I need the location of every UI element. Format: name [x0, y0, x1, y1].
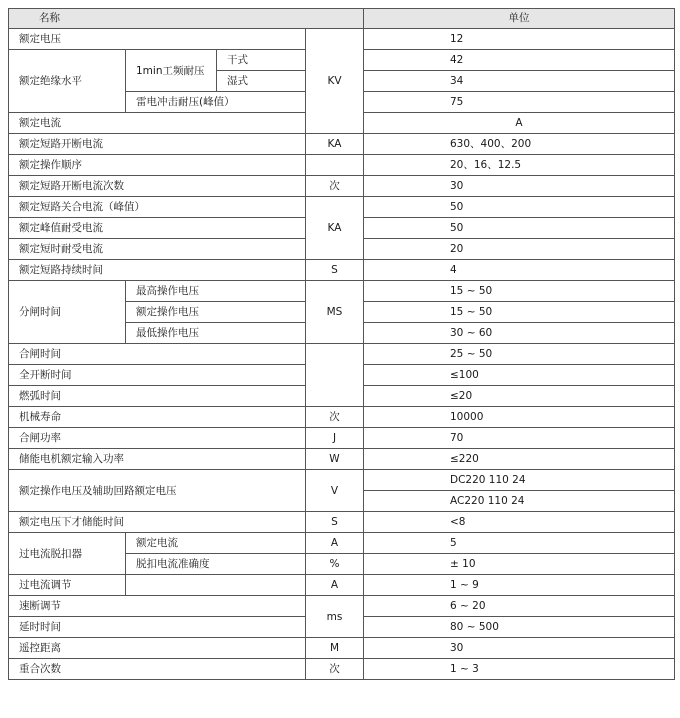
row-value: AC220 110 24 [364, 491, 675, 512]
row-unit: A [306, 533, 364, 554]
row-name: 额定短时耐受电流 [9, 239, 306, 260]
table-row [9, 449, 675, 470]
table-row [9, 575, 675, 596]
row-name: 分闸时间 [9, 281, 126, 344]
table-row [9, 512, 675, 533]
row-name: 全开断时间 [9, 365, 306, 386]
row-name: 额定操作电压及辅助回路额定电压 [9, 470, 306, 512]
row-value: 50 [364, 218, 675, 239]
row-name: 重合次数 [9, 659, 306, 680]
row-unit: KA [306, 197, 364, 260]
table-row [9, 659, 675, 680]
row-unit: KA [306, 134, 364, 155]
row-name: 延时时间 [9, 617, 306, 638]
row-subname: 1min工频耐压 [126, 50, 217, 92]
row-unit: M [306, 638, 364, 659]
table-row [9, 29, 675, 50]
table-row [9, 470, 675, 491]
row-name: 额定短路开断电流次数 [9, 176, 306, 197]
row-value: ± 10 [364, 554, 675, 575]
row-unit: S [306, 512, 364, 533]
table-row [9, 428, 675, 449]
row-value: 50 [364, 197, 675, 218]
row-unit: J [306, 428, 364, 449]
row-unit: S [306, 260, 364, 281]
row-unit: W [306, 449, 364, 470]
row-value: 10000 [364, 407, 675, 428]
row-value: 30 ~ 60 [364, 323, 675, 344]
table-row [9, 281, 675, 302]
table-row [9, 197, 675, 218]
row-value: 12 [364, 29, 675, 50]
row-name: 额定电压下才储能时间 [9, 512, 306, 533]
row-name: 合闸功率 [9, 428, 306, 449]
row-value: ≤100 [364, 365, 675, 386]
row-value: 20 [364, 239, 675, 260]
table-row [9, 260, 675, 281]
table-row [9, 407, 675, 428]
row-unit: KV [306, 29, 364, 134]
row-value: 5 [364, 533, 675, 554]
row-value: 1 ~ 9 [364, 575, 675, 596]
row-subname: 额定操作电压 [126, 302, 306, 323]
row-name: 额定短路持续时间 [9, 260, 306, 281]
row-value: 6 ~ 20 [364, 596, 675, 617]
row-name: 额定短路开断电流 [9, 134, 306, 155]
row-unit [306, 344, 364, 407]
row-name: 遥控距离 [9, 638, 306, 659]
row-name: 燃弧时间 [9, 386, 306, 407]
row-subname: 最高操作电压 [126, 281, 306, 302]
row-unit: A [306, 575, 364, 596]
row-value: 30 [364, 638, 675, 659]
header-name: 名称 [9, 9, 364, 29]
row-unit: 次 [306, 659, 364, 680]
row-subname: 最低操作电压 [126, 323, 306, 344]
table-header-row [9, 9, 675, 29]
row-subname: 干式 [217, 50, 306, 71]
row-subname: 雷电冲击耐压(峰值） [126, 92, 306, 113]
row-value: 80 ~ 500 [364, 617, 675, 638]
row-value: 1 ~ 3 [364, 659, 675, 680]
row-unit: 次 [306, 407, 364, 428]
row-value: 20、16、12.5 [364, 155, 675, 176]
row-value: 34 [364, 71, 675, 92]
row-value: 70 [364, 428, 675, 449]
row-value: DC220 110 24 [364, 470, 675, 491]
row-value: ≤20 [364, 386, 675, 407]
table-row [9, 596, 675, 617]
row-unit: % [306, 554, 364, 575]
row-subname [126, 575, 306, 596]
row-name: 额定操作顺序 [9, 155, 306, 176]
row-unit: ms [306, 596, 364, 638]
row-value: 42 [364, 50, 675, 71]
row-value: ≤220 [364, 449, 675, 470]
row-name: 过电流调节 [9, 575, 126, 596]
row-value: 25 ~ 50 [364, 344, 675, 365]
row-value: 4 [364, 260, 675, 281]
row-name: 合闸时间 [9, 344, 306, 365]
table-row [9, 638, 675, 659]
row-value: 75 [364, 92, 675, 113]
row-value: 30 [364, 176, 675, 197]
spec-table-container [8, 8, 675, 680]
row-unit [306, 155, 364, 176]
row-value: 15 ~ 50 [364, 302, 675, 323]
row-name: 额定绝缘水平 [9, 50, 126, 113]
row-name: 过电流脱扣器 [9, 533, 126, 575]
row-value: 630、400、200 [364, 134, 675, 155]
row-name: 额定短路关合电流（峰值） [9, 197, 306, 218]
row-unit: V [306, 470, 364, 512]
row-unit: A [364, 113, 675, 134]
row-name: 额定峰值耐受电流 [9, 218, 306, 239]
row-subname: 湿式 [217, 71, 306, 92]
row-name: 储能电机额定输入功率 [9, 449, 306, 470]
row-subname: 额定电流 [126, 533, 306, 554]
header-unit: 单位 [364, 9, 675, 29]
row-subname: 脱扣电流准确度 [126, 554, 306, 575]
row-value: <8 [364, 512, 675, 533]
table-row [9, 533, 675, 554]
row-name: 速断调节 [9, 596, 306, 617]
row-name: 额定电压 [9, 29, 306, 50]
table-row [9, 344, 675, 365]
table-row [9, 155, 675, 176]
spec-table [8, 8, 675, 680]
row-name: 机械寿命 [9, 407, 306, 428]
row-unit: 次 [306, 176, 364, 197]
table-row [9, 134, 675, 155]
row-name: 额定电流 [9, 113, 306, 134]
table-row [9, 176, 675, 197]
row-unit: MS [306, 281, 364, 344]
row-value: 15 ~ 50 [364, 281, 675, 302]
